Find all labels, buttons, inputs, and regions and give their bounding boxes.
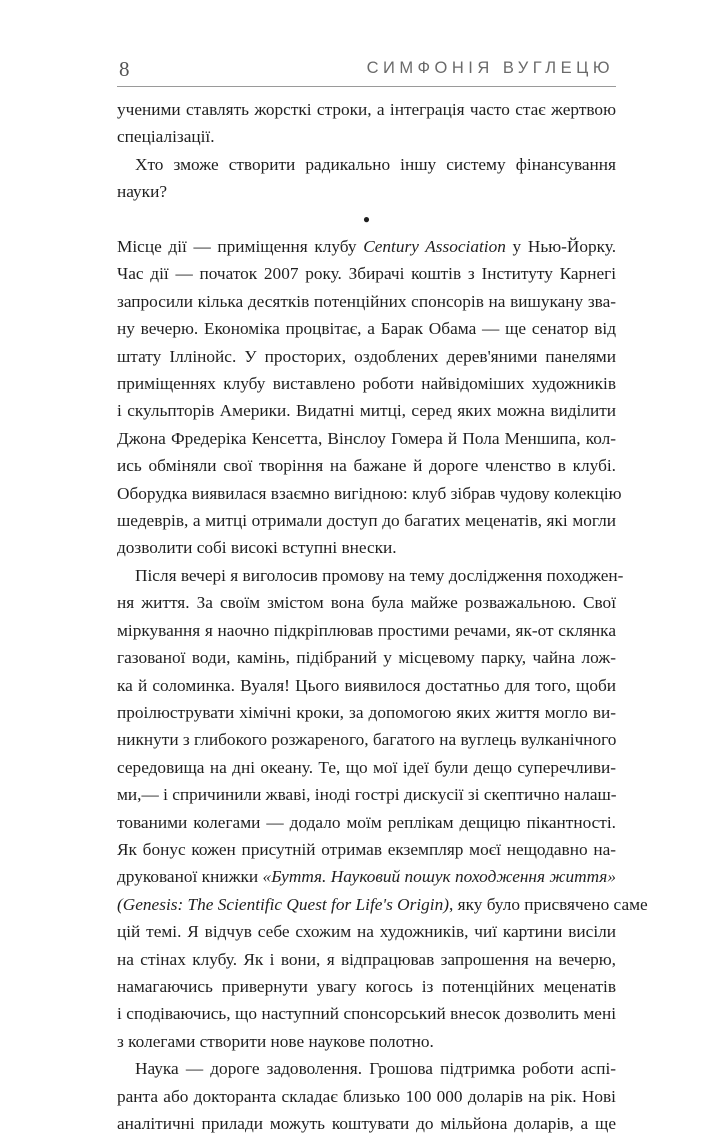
text-line: тованими колегами — додало моїм реплікам дещицю пікантності. [117, 812, 616, 832]
text-line: дозволити собі високі вступні внески. [117, 538, 397, 558]
text-line: цій темі. Я відчув себе схожим на художників, чиї картини висіли [117, 922, 616, 942]
text-line: приміщеннях клубу виставлено роботи найвідоміших художників [117, 374, 616, 394]
text-line: Місце дії — приміщення клубу Century Association у Нью-Йорку. [117, 237, 617, 257]
text-line: штату Іллінойс. У просторих, оздоблених дерев'яними панелями [117, 346, 616, 366]
text-line: Хто зможе створити радикально іншу систему фінансування [135, 154, 616, 174]
text-line: никнути з глибокого розжареного, багатого на вуглець вулканічного [117, 730, 617, 750]
text-line: середовища на дні океану. Те, що мої ідеї були дещо суперечливи- [117, 757, 616, 777]
text-line: ученими ставлять жорсткі строки, а інтеграція часто стає жертвою [117, 100, 616, 119]
text-line: запросили кілька десятків потенційних спонсорів на вишукану зва- [117, 291, 616, 311]
paragraph [117, 96, 616, 151]
text-line: ми,— і спричинили жваві, іноді гострі дискусії зі скептично налаш- [117, 785, 617, 805]
text-line: Оборудка виявилася взаємно вигідною: клуб зібрав чудову колекцію [117, 483, 622, 503]
text-line: на стінах клубу. Як і вони, я відпрацював запрошення на вечерю, [117, 949, 616, 969]
text-line: Після вечері я виголосив промову на тему дослідження походжен- [135, 565, 624, 585]
text-line: ись обміняли свої творіння на бажане й дороге членство в клубі. [117, 456, 616, 476]
italic-text: Century Association [363, 237, 506, 257]
text-line: ранта або докторанта складає близько 100 000 доларів на рік. Нові [117, 1086, 616, 1106]
paragraph [117, 1055, 616, 1137]
text-line: Наука — дороге задоволення. Грошова підтримка роботи аспі- [135, 1059, 616, 1079]
text-line: Час дії — початок 2007 року. Збирачі коштів з Інституту Карнегі [117, 264, 616, 284]
running-header [117, 52, 616, 87]
italic-text: «Буття. Науковий пошук походження життя» [262, 867, 616, 887]
paragraph [117, 233, 622, 562]
text-line: ка й соломинка. Вуаля! Цього виявилося достатньо для того, щоби [117, 675, 616, 695]
page-number: 8 [119, 57, 130, 81]
text-line: ну вечерю. Економіка процвітає, а Барак Обама — ще сенатор від [117, 319, 616, 339]
text-line: (Genesis: The Scientific Quest for Life's Origin), яку було присвячено саме [117, 894, 648, 914]
text-line: намагаючись привернути увагу когось із потенційних меценатів [117, 976, 616, 996]
body-text [117, 96, 648, 1137]
text-line: науки? [117, 182, 167, 202]
section-divider-bullet: ● [362, 211, 371, 226]
text-line: і скульпторів Америки. Видатні митці, серед яких можна виділити [117, 401, 616, 421]
text-line: Як бонус кожен присутній отримав екземпляр моєї нещодавно на- [117, 839, 616, 859]
italic-text: (Genesis: The Scientific Quest for Life's Origin) [117, 894, 449, 914]
text-line: друкованої книжки «Буття. Науковий пошук походження життя» [117, 867, 616, 887]
running-title: СИМФОНІЯ ВУГЛЕЦЮ [366, 59, 614, 77]
text-line: газованої води, камінь, підібраний у місцевому парку, чайна лож- [117, 648, 616, 668]
paragraph [117, 562, 648, 1055]
text-line: аналітичні прилади можуть коштувати до мільйона доларів, а ще [117, 1114, 616, 1134]
text-line: проілюструвати хімічні кроки, за допомогою яких життя могло ви- [117, 702, 616, 722]
text-line: і сподіваючись, що наступний спонсорський внесок дозволить мені [117, 1004, 616, 1024]
text-line: міркування я наочно підкріплював простими речами, як-от склянка [117, 620, 616, 640]
text-line: спеціалізації. [117, 127, 215, 147]
text-line: Джона Фредеріка Кенсетта, Вінслоу Гомера й Пола Меншипа, кол- [117, 428, 616, 448]
text-line: ня життя. За своїм змістом вона була майже розважальною. Свої [117, 593, 616, 613]
paragraph [117, 151, 616, 206]
text-line: з колегами створити нове наукове полотно. [117, 1031, 434, 1051]
text-line: шедеврів, а митці отримали доступ до багатих меценатів, які могли [117, 511, 616, 531]
